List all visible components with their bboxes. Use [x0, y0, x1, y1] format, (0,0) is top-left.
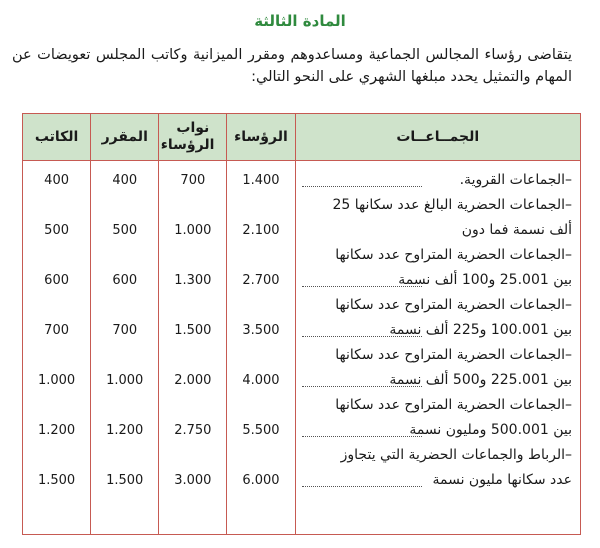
secretary-column: [23, 161, 91, 535]
rapporteur-value: 400: [112, 173, 138, 188]
rapporteur-value: 1.200: [106, 423, 144, 438]
header-entity: الجمــاعــات: [295, 114, 581, 161]
president-value: 2.100: [242, 223, 280, 238]
rapporteur-value: 600: [112, 273, 138, 288]
deputies-value: 2.000: [174, 373, 212, 388]
rapporteur-column: [91, 161, 159, 535]
article-heading: المادة الثالثة: [254, 12, 346, 30]
president-value: 4.000: [242, 373, 280, 388]
secretary-value: 600: [44, 273, 69, 288]
entity-line: بين 500.001 ومليون نسمة: [296, 418, 581, 443]
entity-line: بين 225.001 و500 ألف نسمة: [296, 368, 581, 393]
entity-line: –الجماعات الحضرية المتراوح عدد سكانها: [335, 297, 572, 313]
deputies-column: [159, 161, 227, 535]
deputies-value: 1.000: [174, 223, 212, 238]
intro-paragraph: يتقاضى رؤساء المجالس الجماعية ومساعدوهم ومقرر الميزانية وكاتب المجلس تعويضات عن المهام والتمثيل يحدد مبلغها الشهري على النحو التالي:: [12, 47, 572, 85]
rapporteur-value: 500: [112, 223, 138, 238]
entity-row-3: [296, 293, 581, 343]
entity-row-1: [296, 193, 581, 243]
entity-line: –الرباط والجماعات الحضرية التي يتجاوز: [340, 447, 572, 463]
indemnity-table: [22, 113, 581, 535]
secretary-value: 700: [44, 323, 69, 338]
entity-column: [295, 161, 581, 535]
secretary-value: 400: [44, 173, 69, 188]
entity-row-4: [296, 343, 581, 393]
entity-line: –الجماعات الحضرية المتراوح عدد سكانها: [335, 397, 572, 413]
entity-row-0: [296, 168, 581, 193]
entity-row-5: [296, 393, 581, 443]
entity-line: –الجماعات الحضرية المتراوح عدد سكانها: [335, 247, 572, 263]
header-deputies: نواب الرؤساء: [159, 114, 227, 161]
table-body-row: [23, 161, 581, 535]
entity-line: –الجماعات الحضرية البالغ عدد سكانها 25: [332, 197, 572, 213]
secretary-value: 1.500: [37, 473, 76, 488]
entity-line: –الجماعات القروية.: [296, 168, 581, 193]
president-value: 2.700: [242, 273, 280, 288]
president-column: [227, 161, 295, 535]
secretary-value: 500: [44, 223, 69, 238]
deputies-value: 1.300: [174, 273, 212, 288]
president-value: 6.000: [242, 473, 280, 488]
entity-line: ألف نسمة فما دون: [461, 222, 572, 238]
secretary-value: 1.000: [37, 373, 76, 388]
deputies-value: 700: [180, 173, 206, 188]
president-value: 3.500: [242, 323, 280, 338]
header-rapporteur: المقرر: [91, 114, 159, 161]
header-secretary: الكاتب: [23, 114, 91, 161]
rapporteur-value: 1.500: [106, 473, 144, 488]
entity-line: عدد سكانها مليون نسمة: [296, 468, 581, 493]
president-value: 5.500: [242, 423, 280, 438]
secretary-value: 1.200: [37, 423, 76, 438]
deputies-value: 1.500: [174, 323, 212, 338]
entity-line: –الجماعات الحضرية المتراوح عدد سكانها: [335, 347, 572, 363]
table-header-row: [23, 114, 581, 161]
header-president: الرؤساء: [227, 114, 295, 161]
rapporteur-value: 700: [112, 323, 138, 338]
president-value: 1.400: [242, 173, 280, 188]
deputies-value: 2.750: [174, 423, 212, 438]
entity-line: بين 25.001 و100 ألف نسمة: [296, 268, 581, 293]
entity-row-2: [296, 243, 581, 293]
entity-row-6: [296, 443, 581, 493]
entity-line: بين 100.001 و225 ألف نسمة: [296, 318, 581, 343]
deputies-value: 3.000: [174, 473, 212, 488]
rapporteur-value: 1.000: [106, 373, 144, 388]
